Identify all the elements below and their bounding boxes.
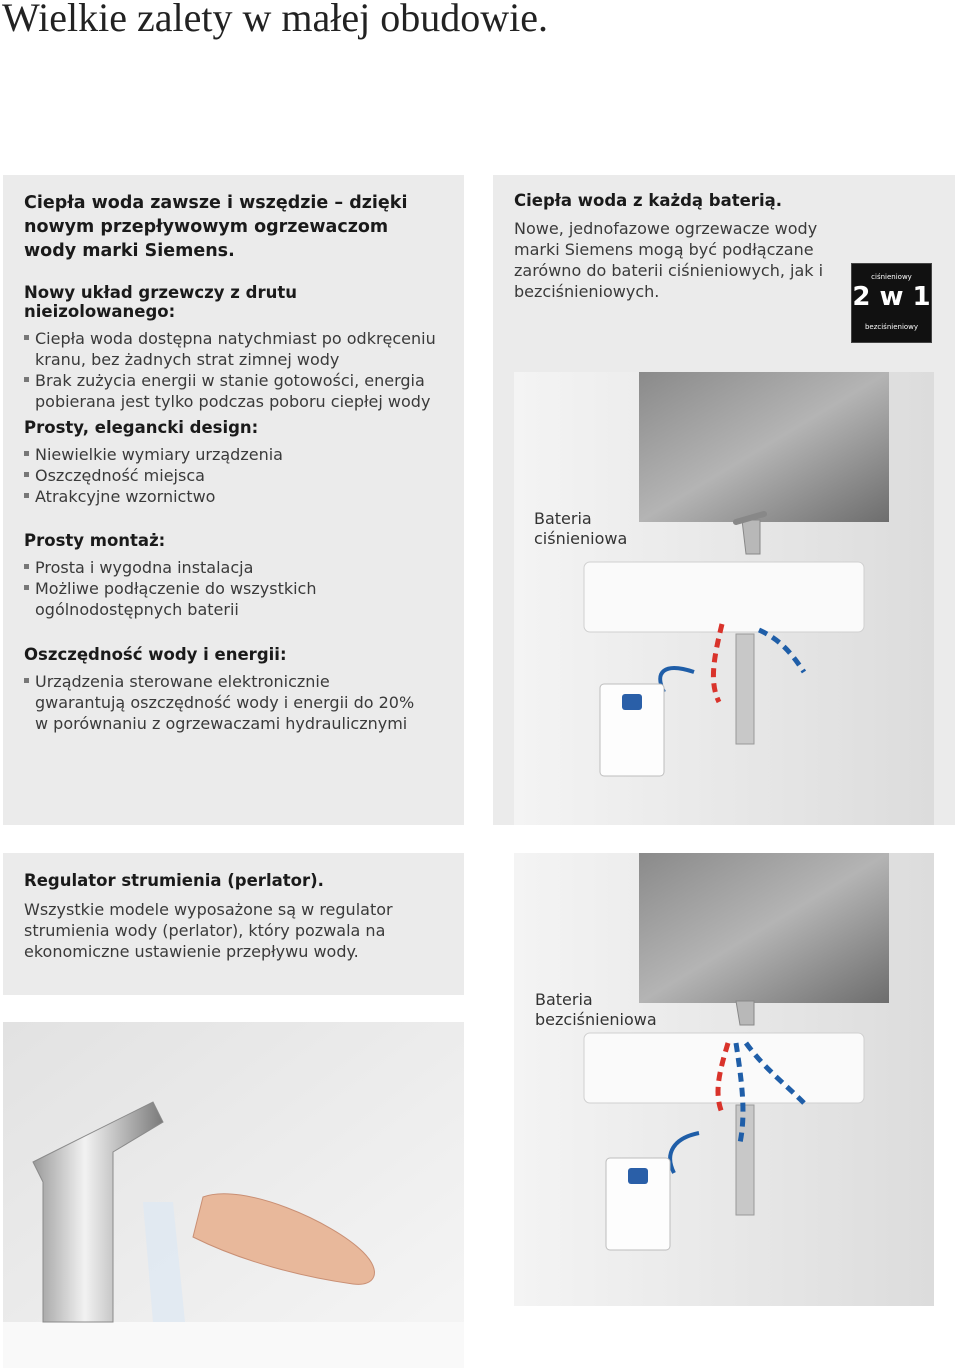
badge-top-label: ciśnieniowy [871,273,912,281]
sink [584,1033,864,1103]
list-item: Niewielkie wymiary urządzenia [24,444,444,465]
features-panel [3,175,464,825]
perlator-text: Wszystkie modele wyposażone są w regulator strumienia wody (perlator), który pozwala na ekonomiczne ustawienie przepływu wody. [24,900,393,961]
compatibility-panel [493,175,955,825]
mirror [639,853,889,1003]
badge-main-label: 2 w 1 [852,282,931,312]
compatibility-text: Nowe, jednofazowe ogrzewacze wody marki Siemens mogą być podłączane zarówno do baterii ciśnieniowych, jak i bezciśnieniowych. [514,219,824,301]
intro-text: Ciepła woda zawsze i wszędzie – dzięki nowym przepływowym ogrzewaczom wody marki Siemens. [24,193,408,261]
list-item: Urządzenia sterowane elektronicznie gwarantują oszczędność wody i energii do 20% w porównaniu z ogrzewaczami hydraulicznymi [24,671,424,734]
section-installation [24,531,444,620]
section-heading: Nowy układ grzewczy z drutu nieizolowanego: [24,283,297,321]
basin [3,1322,464,1368]
mirror [639,372,889,522]
section-heading: Prosty montaż: [24,531,166,550]
section-heading: Oszczędność wody i energii: [24,645,287,664]
bullet-list [24,557,444,620]
section-heating [24,283,444,412]
list-item: Prosta i wygodna instalacja [24,557,444,578]
list-item: Możliwe podłączenie do wszystkich ogólnodostępnych baterii [24,578,325,620]
list-item: Oszczędność miejsca [24,465,444,486]
sink [584,562,864,632]
sink-photo-nonpressure [514,853,934,1306]
list-item: Ciepła woda dostępna natychmiast po odkręceniu kranu, bez żadnych strat zimnej wody [24,328,444,370]
perlator-heading: Regulator strumienia (perlator). [24,871,324,890]
bullet-list [24,671,424,734]
bullet-list [24,328,444,412]
bullet-list [24,444,444,507]
section-savings [24,645,424,734]
page-title: Wielkie zalety w małej obudowie. [2,0,548,40]
sink-photo-pressure [514,372,934,825]
badge-bottom-label: bezciśnieniowy [864,323,919,331]
hand-faucet-photo [3,1022,464,1368]
badge-2w1 [851,263,932,343]
siphon [736,634,754,744]
compatibility-heading: Ciepła woda z każdą baterią. [514,191,783,210]
section-heading: Prosty, elegancki design: [24,418,259,437]
perlator-panel [3,853,464,995]
list-item: Atrakcyjne wzornictwo [24,486,444,507]
section-design [24,418,444,507]
photo2-label: Bateria bezciśnieniowa [535,990,657,1029]
photo1-label: Bateria ciśnieniowa [534,509,628,548]
list-item: Brak zużycia energii w stanie gotowości, energia pobierana jest tylko podczas poboru ciepłej wody [24,370,444,412]
